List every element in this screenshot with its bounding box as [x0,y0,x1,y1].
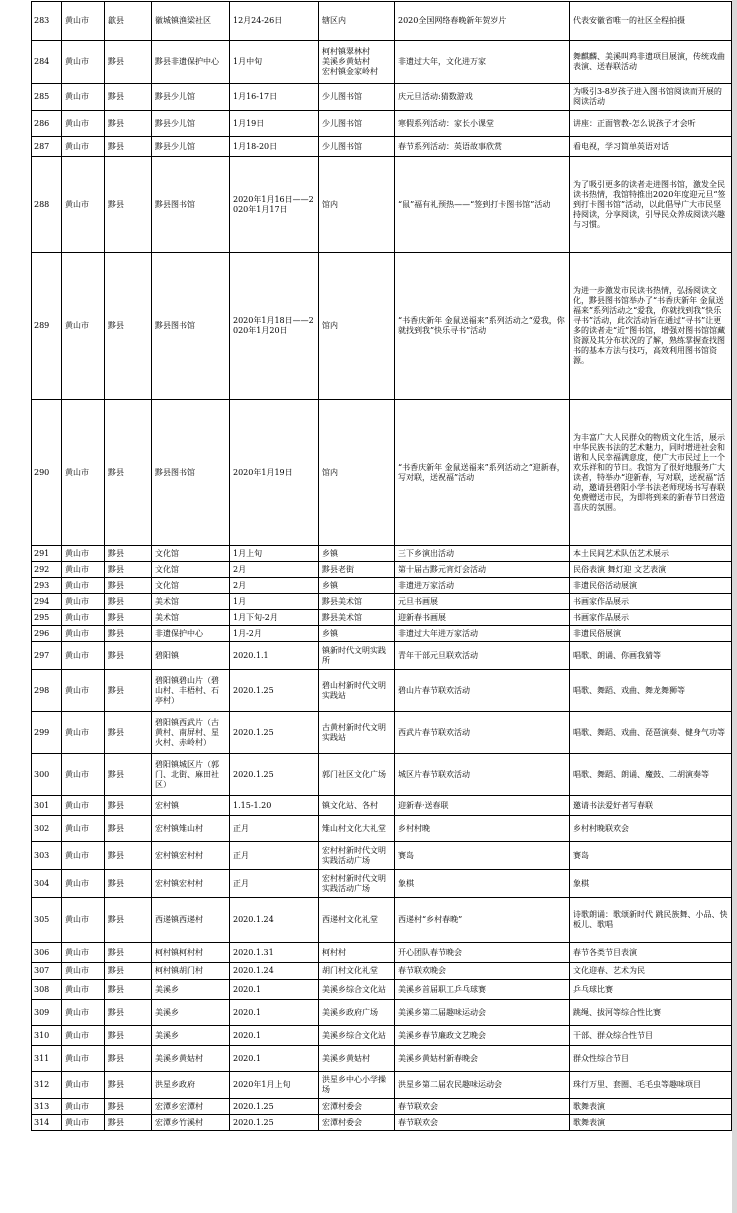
table-cell: 非遗过大年进万家活动 [395,626,570,642]
table-cell: 镇文化站、各村 [319,796,395,816]
table-cell: 黄山市 [62,157,105,253]
table-cell: 黟县图书馆 [152,400,230,546]
table-cell: 黟县图书馆 [152,253,230,400]
table-cell: 1月上旬 [230,546,319,562]
table-row [32,670,732,712]
table-cell: 2020.1.25 [230,1099,319,1115]
table-cell: 正月 [230,816,319,842]
table-cell: 黄山市 [62,610,105,626]
table-cell: 西武片春节联欢活动 [395,712,570,754]
table-cell: 美术馆 [152,610,230,626]
table-cell: 2020年1月19日 [230,400,319,546]
table-row [32,562,732,578]
table-cell: 正月 [230,870,319,898]
table-cell: 少儿图书馆 [319,84,395,111]
table-cell: 宏村村新时代文明实践活动广场 [319,842,395,870]
table-cell: 诗歌朗诵：歌颂新时代 跳民族舞、小品、快板儿、歌唱 [570,898,732,943]
table-row [32,1115,732,1131]
table-cell: 310 [32,1026,62,1046]
table-cell: 非遗保护中心 [152,626,230,642]
table-cell: 2020.1 [230,1046,319,1072]
table-cell: 碧山片春节联欢活动 [395,670,570,712]
table-cell: 美溪乡政府广场 [319,1000,395,1026]
table-cell: 馆内 [319,400,395,546]
table-cell: 书画家作品展示 [570,594,732,610]
table-cell: 黟县 [105,1072,152,1099]
table-cell: 黟县 [105,642,152,670]
table-row [32,2,732,41]
table-cell: 黟县 [105,1115,152,1131]
table-cell: 黄山市 [62,578,105,594]
table-cell: 1月16-17日 [230,84,319,111]
table-cell: 三下乡演出活动 [395,546,570,562]
table-cell: 297 [32,642,62,670]
table-cell: 黟县美术馆 [319,594,395,610]
table-cell: 为丰富广大人民群众的物质文化生活，展示中华民族书法的艺术魅力，同时增进社会和谐和人民幸福满意度，使广大市民过上一个欢乐祥和的节日。我馆为了很好地服务广大读者，特举办“迎新春，写对联，送祝福”活动，邀请县碧阳小学书法老师现场书写春联免费赠送市民，为即将到来的新春节日营造喜庆的氛围。 [570,400,732,546]
table-cell: 303 [32,842,62,870]
table-cell: 黟县 [105,610,152,626]
table-cell: 黟县 [105,670,152,712]
table-cell: 碧山村新时代文明实践站 [319,670,395,712]
table-cell: 黟县 [105,562,152,578]
table-cell: 302 [32,816,62,842]
table-cell: 春节系列活动：英语故事欣赏 [395,137,570,157]
table-cell: 郭门社区文化广场 [319,754,395,796]
table-cell: 黟县 [105,898,152,943]
table-body [32,2,732,1131]
table-row [32,610,732,626]
table-cell: “鼠”福有礼预热——“签到打卡图书馆”活动 [395,157,570,253]
table-cell: 黟县 [105,157,152,253]
table-cell: 黟县 [105,578,152,594]
table-row [32,1000,732,1026]
table-cell: 黟县 [105,626,152,642]
table-cell: 文化迎春、艺术为民 [570,963,732,980]
table-row [32,842,732,870]
table-cell: 黄山市 [62,670,105,712]
table-cell: 296 [32,626,62,642]
table-cell: 元旦书画展 [395,594,570,610]
table-cell: 黄山市 [62,712,105,754]
table-cell: 西递村文化礼堂 [319,898,395,943]
table-cell: 301 [32,796,62,816]
table-cell: 少儿图书馆 [319,111,395,137]
table-cell: 黄山市 [62,400,105,546]
table-cell: 305 [32,898,62,943]
table-cell: 黟县 [105,137,152,157]
table-cell: 283 [32,2,62,41]
table-cell: 美术馆 [152,594,230,610]
table-cell: 黄山市 [62,816,105,842]
table-cell: 黄山市 [62,1000,105,1026]
table-cell: 非遗民俗活动展演 [570,578,732,594]
table-cell: 城区片春节联欢活动 [395,754,570,796]
table-cell: 宏村镇 [152,796,230,816]
table-cell: 黟县 [105,1046,152,1072]
table-cell: 美溪乡第二届趣味运动会 [395,1000,570,1026]
table-cell: 碧阳镇 [152,642,230,670]
table-cell: 314 [32,1115,62,1131]
table-row [32,943,732,963]
table-cell: 黟县 [105,41,152,84]
table-cell: 宏潭乡竹溪村 [152,1115,230,1131]
table-row [32,253,732,400]
table-cell: 唱歌、舞蹈、戏曲、琵琶演奏、健身气功等 [570,712,732,754]
table-cell: 311 [32,1046,62,1072]
table-cell: 黄山市 [62,870,105,898]
table-cell: 黄山市 [62,2,105,41]
table-cell: 300 [32,754,62,796]
table-cell: 乡镇 [319,546,395,562]
table-cell: 黟县少儿馆 [152,111,230,137]
table-cell: 洪星乡中心小学操场 [319,1072,395,1099]
table-cell: 2020.1.24 [230,898,319,943]
table-cell: 288 [32,157,62,253]
table-cell: 293 [32,578,62,594]
table-cell: 2020.1 [230,980,319,1000]
table-row [32,157,732,253]
table-cell: 2020.1.1 [230,642,319,670]
table-cell: 309 [32,1000,62,1026]
table-cell: 304 [32,870,62,898]
table-cell: 1月下旬-2月 [230,610,319,626]
table-row [32,400,732,546]
table-cell: 群众性综合节目 [570,1046,732,1072]
table-cell: 290 [32,400,62,546]
table-cell: 黄山市 [62,1099,105,1115]
table-cell: 黟县 [105,963,152,980]
table-cell: 美溪乡 [152,1000,230,1026]
table-row [32,754,732,796]
table-cell: 本土民间艺术队伍艺术展示 [570,546,732,562]
table-cell: 黄山市 [62,796,105,816]
table-cell: 舞麒麟、美溪叫鸡非遗项目展演，传统戏曲表演、送春联活动 [570,41,732,84]
table-cell: 柯村镇胡门村 [152,963,230,980]
table-cell: 非遗过大年，文化进万家 [395,41,570,84]
table-cell: 歌舞表演 [570,1115,732,1131]
table-cell: 299 [32,712,62,754]
table-cell: 黟县老街 [319,562,395,578]
table-cell: 黄山市 [62,137,105,157]
table-cell: 284 [32,41,62,84]
table-cell: 12月24-26日 [230,2,319,41]
table-cell: 308 [32,980,62,1000]
table-row [32,546,732,562]
table-cell: 黄山市 [62,1046,105,1072]
table-row [32,980,732,1000]
table-cell: 1月 [230,594,319,610]
table-cell: 乡村村晚联欢会 [570,816,732,842]
table-cell: 1月中旬 [230,41,319,84]
table-cell: “书香庆新年 金鼠送福来”系列活动之“迎新春，写对联，送祝福”活动 [395,400,570,546]
table-cell: 黄山市 [62,84,105,111]
table-cell: 黄山市 [62,842,105,870]
table-row [32,1046,732,1072]
table-cell: 镇新时代文明实践所 [319,642,395,670]
page-edge [732,0,737,1213]
table-cell: 正月 [230,842,319,870]
table-cell: 春节联欢会 [395,1115,570,1131]
table-cell: 宏潭乡宏潭村 [152,1099,230,1115]
table-cell: 2020.1.25 [230,1115,319,1131]
table-cell: 文化馆 [152,578,230,594]
table-cell: 春节各类节目表演 [570,943,732,963]
table-cell: 2月 [230,578,319,594]
table-cell: 迎新春·送春联 [395,796,570,816]
table-cell: 黟县 [105,980,152,1000]
table-cell: 乡镇 [319,578,395,594]
table-cell: 开心团队春节晚会 [395,943,570,963]
table-cell: 黄山市 [62,754,105,796]
table-cell: 黄山市 [62,1072,105,1099]
table-cell: 古黄村新时代文明实践站 [319,712,395,754]
table-cell: 碧阳镇城区片（郭门、北街、麻田社区） [152,754,230,796]
table-cell: 2020.1 [230,1000,319,1026]
table-cell: 黄山市 [62,963,105,980]
table-cell: 黄山市 [62,546,105,562]
table-cell: 313 [32,1099,62,1115]
table-cell: 赛岛 [395,842,570,870]
table-cell: 292 [32,562,62,578]
table-cell: 黄山市 [62,898,105,943]
table-cell: 黄山市 [62,626,105,642]
table-cell: 唱歌、朗诵、你画我猜等 [570,642,732,670]
table-cell: 柯村镇柯村村 [152,943,230,963]
table-cell: 289 [32,253,62,400]
table-cell: 宏村镇宏村村 [152,870,230,898]
table-cell: 黟县图书馆 [152,157,230,253]
table-cell: 2020.1.25 [230,670,319,712]
table-cell: 胡门村文化礼堂 [319,963,395,980]
table-cell: 2020全国网络春晚新年贺岁片 [395,2,570,41]
table-cell: 徽城镇渔梁社区 [152,2,230,41]
table-cell: 象棋 [395,870,570,898]
table-cell: 黟县 [105,754,152,796]
table-cell: 黄山市 [62,253,105,400]
table-row [32,578,732,594]
table-cell: 黟县 [105,594,152,610]
table-cell: 2020.1 [230,1026,319,1046]
table-cell: 乡镇 [319,626,395,642]
table-row [32,137,732,157]
table-row [32,594,732,610]
table-cell: 为进一步激发市民读书热情，弘扬阅读文化，黟县图书馆举办了“书香庆新年 金鼠送福来”系列活动之“爱我，你就找到我”快乐寻书”活动，此次活动旨在通过“寻书”让更多的读者走“近”图书馆，增强对图书馆馆藏资源及其分布状况的了解，熟练掌握查找图书的基本方法与技巧，高效利用图书馆资源。 [570,253,732,400]
table-cell: 黟县 [105,712,152,754]
table-cell: 非遗进万家活动 [395,578,570,594]
table-cell: 洪星乡政府 [152,1072,230,1099]
table-cell: 非遗民俗展演 [570,626,732,642]
table-cell: 歙县 [105,2,152,41]
table-cell: 2020年1月18日——2020年1月20日 [230,253,319,400]
table-cell: 2020.1.25 [230,754,319,796]
table-cell: 黟县 [105,400,152,546]
table-cell: 宏潭村委会 [319,1099,395,1115]
table-cell: 代表安徽省唯一的社区全程拍摄 [570,2,732,41]
table-cell: 1月19日 [230,111,319,137]
table-cell: 黟县 [105,111,152,137]
table-cell: 美溪乡 [152,980,230,1000]
table-cell: 乒乓球比赛 [570,980,732,1000]
table-cell: 黟县 [105,546,152,562]
table-cell: 歌舞表演 [570,1099,732,1115]
table-cell: 黟县 [105,842,152,870]
table-cell: 黟县 [105,1099,152,1115]
table-cell: 黟县 [105,253,152,400]
table-cell: 书画家作品展示 [570,610,732,626]
table-cell: 黟县少儿馆 [152,137,230,157]
table-cell: 美溪乡 [152,1026,230,1046]
table-cell: 黄山市 [62,111,105,137]
table-cell: 迎新春书画展 [395,610,570,626]
table-cell: 柯村镇翠林村 美溪乡黄姑村 宏村镇金家岭村 [319,41,395,84]
table-cell: 黟县 [105,870,152,898]
table-row [32,796,732,816]
table-row [32,870,732,898]
table-cell: 黄山市 [62,41,105,84]
table-cell: 碧阳镇碧山片（碧山村、丰梧村、石亭村） [152,670,230,712]
table-cell: 黟县 [105,816,152,842]
table-cell: 民俗表演 舞灯迎 文艺表演 [570,562,732,578]
table-cell: 295 [32,610,62,626]
table-cell: 黟县 [105,1000,152,1026]
table-cell: 黄山市 [62,943,105,963]
table-cell: 黟县 [105,943,152,963]
table-cell: 庆元旦活动:猜数游戏 [395,84,570,111]
table-row [32,1072,732,1099]
table-cell: 黟县 [105,84,152,111]
table-row [32,111,732,137]
table-cell: 298 [32,670,62,712]
table-row [32,41,732,84]
table-cell: 285 [32,84,62,111]
table-cell: “书香庆新年 金鼠送福来”系列活动之“爱我，你就找到我”快乐寻书”活动 [395,253,570,400]
table-cell: 为了吸引更多的读者走进图书馆，激发全民读书热情，我馆特推出2020年度迎元旦“签到打卡图书馆”活动，以此倡导广大市民坚持阅读，分享阅读，引导民众养成阅读兴趣与习惯。 [570,157,732,253]
table-row [32,1026,732,1046]
table-cell: 洪星乡第二届农民趣味运动会 [395,1072,570,1099]
table-cell: 为吸引3-8岁孩子进入图书馆阅读而开展的阅读活动 [570,84,732,111]
table-cell: 跳绳、拔河等综合性比赛 [570,1000,732,1026]
table-cell: 柯村村 [319,943,395,963]
table-cell: 294 [32,594,62,610]
table-cell: 黄山市 [62,980,105,1000]
table-cell: 馆内 [319,253,395,400]
table-cell: 黄山市 [62,594,105,610]
table-cell: 美溪乡黄姑村 [152,1046,230,1072]
table-row [32,626,732,642]
table-cell: 辖区内 [319,2,395,41]
table-cell: 雉山村文化大礼堂 [319,816,395,842]
table-row [32,898,732,943]
table-cell: 第十届古黟元宵灯会活动 [395,562,570,578]
table-cell: 黄山市 [62,1026,105,1046]
table-cell: 2020.1.24 [230,963,319,980]
table-cell: 1.15-1.20 [230,796,319,816]
table-cell: 象棋 [570,870,732,898]
table-cell: 少儿图书馆 [319,137,395,157]
table-cell: 馆内 [319,157,395,253]
table-cell: 邀请书法爱好者写春联 [570,796,732,816]
table-cell: 春节联欢会 [395,1099,570,1115]
table-cell: 文化馆 [152,562,230,578]
table-cell: 宏村镇雉山村 [152,816,230,842]
table-cell: 美溪乡黄姑村 [319,1046,395,1072]
activity-table [31,1,732,1131]
table-cell: 碧阳镇西武片（古黄村、南屏村、星火村、赤岭村） [152,712,230,754]
table-cell: 黟县少儿馆 [152,84,230,111]
table-cell: 306 [32,943,62,963]
table-row [32,816,732,842]
table-cell: 宏潭村委会 [319,1115,395,1131]
table-cell: 1月-2月 [230,626,319,642]
table-row [32,1099,732,1115]
table-cell: 黄山市 [62,1115,105,1131]
table-cell: 黟县 [105,796,152,816]
table-cell: 干部、群众综合性节目 [570,1026,732,1046]
table-cell: 307 [32,963,62,980]
table-cell: 黄山市 [62,642,105,670]
table-cell: 文化馆 [152,546,230,562]
table-cell: 珠行万里、套圈、毛毛虫等趣味项目 [570,1072,732,1099]
table-cell: 唱歌、舞蹈、朗诵、魔鼓、二胡演奏等 [570,754,732,796]
table-cell: 西递镇西递村 [152,898,230,943]
table-cell: 西递村“乡村春晚” [395,898,570,943]
table-cell: 宏村镇宏村村 [152,842,230,870]
table-cell: 1月18-20日 [230,137,319,157]
table-cell: 2020年1月16日——2020年1月17日 [230,157,319,253]
table-cell: 黟县美术馆 [319,610,395,626]
table-cell: 黟县非遗保护中心 [152,41,230,84]
table-cell: 287 [32,137,62,157]
table-cell: 宏村村新时代文明实践活动广场 [319,870,395,898]
table-row [32,712,732,754]
table-cell: 美溪乡综合文化站 [319,980,395,1000]
table-cell: 黟县 [105,1026,152,1046]
table-cell: 2020.1.25 [230,712,319,754]
table-cell: 春节联欢晚会 [395,963,570,980]
table-cell: 乡村村晚 [395,816,570,842]
table-row [32,642,732,670]
table-row [32,963,732,980]
table-cell: 美溪乡春节廉政文艺晚会 [395,1026,570,1046]
table-cell: 看电视，学习简单英语对话 [570,137,732,157]
table-cell: 寒假系列活动：家长小课堂 [395,111,570,137]
table-cell: 2月 [230,562,319,578]
table-cell: 美溪乡黄姑村新春晚会 [395,1046,570,1072]
table-cell: 赛岛 [570,842,732,870]
table-cell: 美溪乡首届职工乒乓球赛 [395,980,570,1000]
table-cell: 2020.1.31 [230,943,319,963]
table-cell: 美溪乡综合文化站 [319,1026,395,1046]
table-cell: 2020年1月上旬 [230,1072,319,1099]
table-cell: 唱歌、舞蹈、戏曲、舞龙舞狮等 [570,670,732,712]
table-cell: 291 [32,546,62,562]
table-row [32,84,732,111]
table-cell: 黄山市 [62,562,105,578]
table-cell: 312 [32,1072,62,1099]
table-cell: 讲座：正面管教-怎么说孩子才会听 [570,111,732,137]
table-cell: 青年干部元旦联欢活动 [395,642,570,670]
table-cell: 286 [32,111,62,137]
